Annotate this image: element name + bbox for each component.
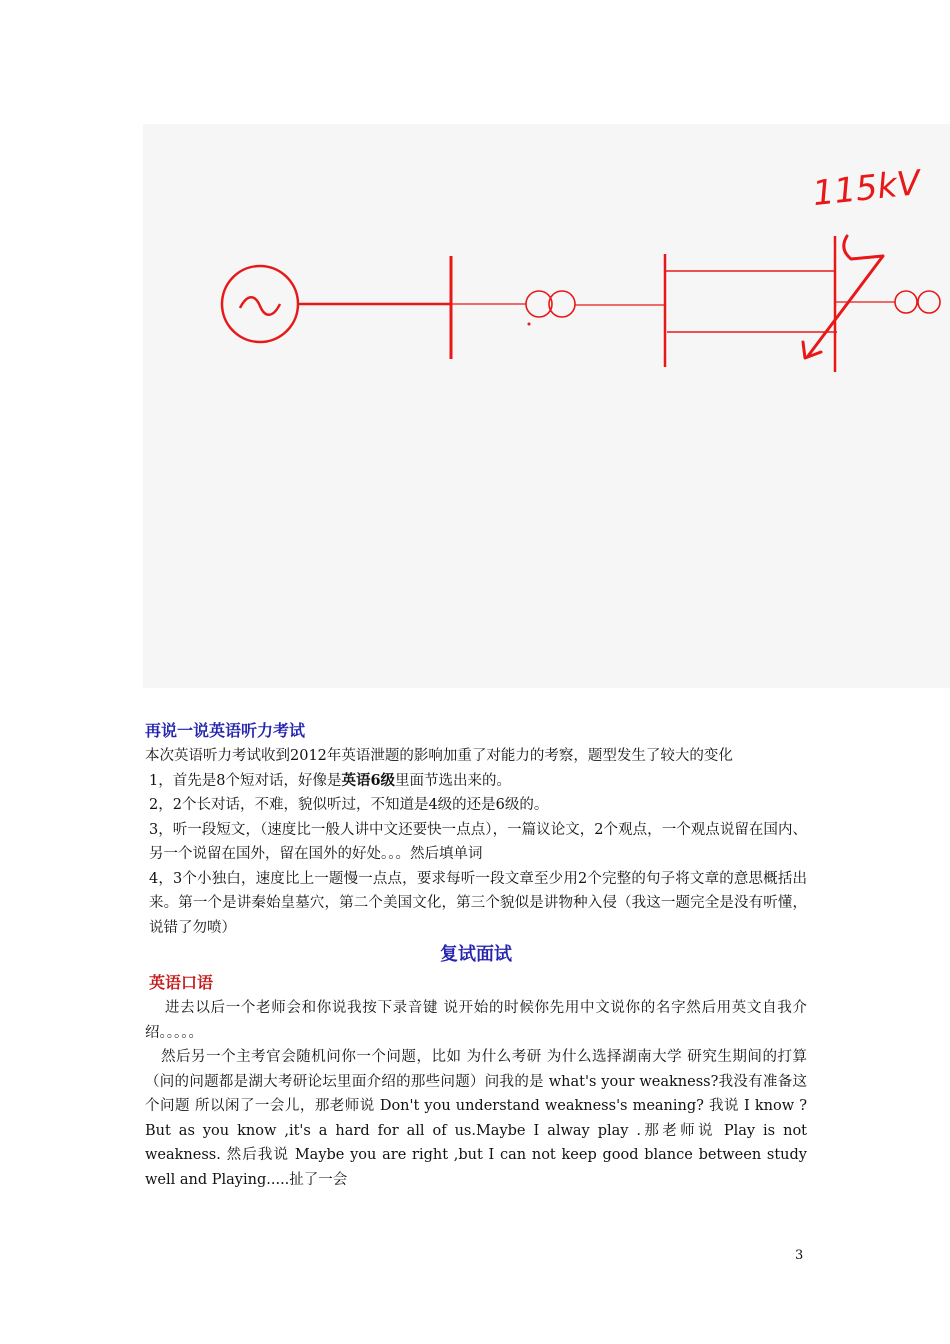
listening-item-1 xyxy=(145,769,807,794)
section-heading-listening: 再说一说英语听力考试 xyxy=(145,721,306,740)
listening-item-4: 4，3个小独白，速度比上一题慢一点点，要求每听一段文章至少用2个完整的句子将文章的意思概括出来。第一个是讲秦始皇墓穴，第二个美国文化，第三个貌似是讲物种入侵（我这一题完全是没有听懂，说错了勿喷） xyxy=(149,870,807,936)
subheading-oral-english: 英语口语 xyxy=(149,973,214,992)
page-number: 3 xyxy=(795,1248,804,1263)
circuit-sketch xyxy=(143,124,950,688)
item1-text-post: 里面节选出来的。 xyxy=(395,772,512,789)
transformer-1 xyxy=(526,291,575,317)
item1-bold-text: 英语6级 xyxy=(341,771,396,789)
listening-item-2: 2，2个长对话，不难，貌似听过，不知道是4级的还是6级的。 xyxy=(149,797,549,813)
document-body xyxy=(145,718,807,1192)
listening-intro: 本次英语听力考试收到2012年英语泄题的影响加重了对能力的考察，题型发生了较大的变化 xyxy=(145,748,733,764)
generator-symbol xyxy=(222,266,298,342)
section-heading-interview: 复试面试 xyxy=(440,944,512,965)
interview-paragraph-2: 然后另一个主考官会随机问你一个问题，比如 为什么考研 为什么选择湖南大学 研究生期间的打算 （问的问题都是湖大考研论坛里面介绍的那些问题）问我的是 what's your weakness?我没有准备这个问题 所以闲了一会儿，那老师说 Don't you understand weakness's meaning? 我说 I know ?But as you know ,it's a hard for all of us.Maybe I alway play .那老师说 Play is not weakness. 然后我说 Maybe you are right ,but I can not keep good blance between study well and Playing.....扯了一会 xyxy=(145,1049,807,1188)
mark-dot xyxy=(528,323,531,326)
listening-item-3: 3，听一段短文，（速度比一般人讲中文还要快一点点），一篇议论文，2个观点，一个观点说留在国内、另一个说留在国外，留在国外的好处。。。然后填单词 xyxy=(149,821,807,862)
circuit-sketch-figure xyxy=(143,124,950,688)
transformer-2 xyxy=(895,291,940,313)
item1-text-pre: 1，首先是8个短对话，好像是 xyxy=(149,772,342,789)
fault-arrow-icon xyxy=(803,236,883,358)
voltage-label: 115kV xyxy=(810,162,923,215)
interview-paragraph-1: 进去以后一个老师会和你说我按下录音键 说开始的时候你先用中文说你的名字然后用英文自我介绍。。。。。 xyxy=(145,1000,807,1041)
